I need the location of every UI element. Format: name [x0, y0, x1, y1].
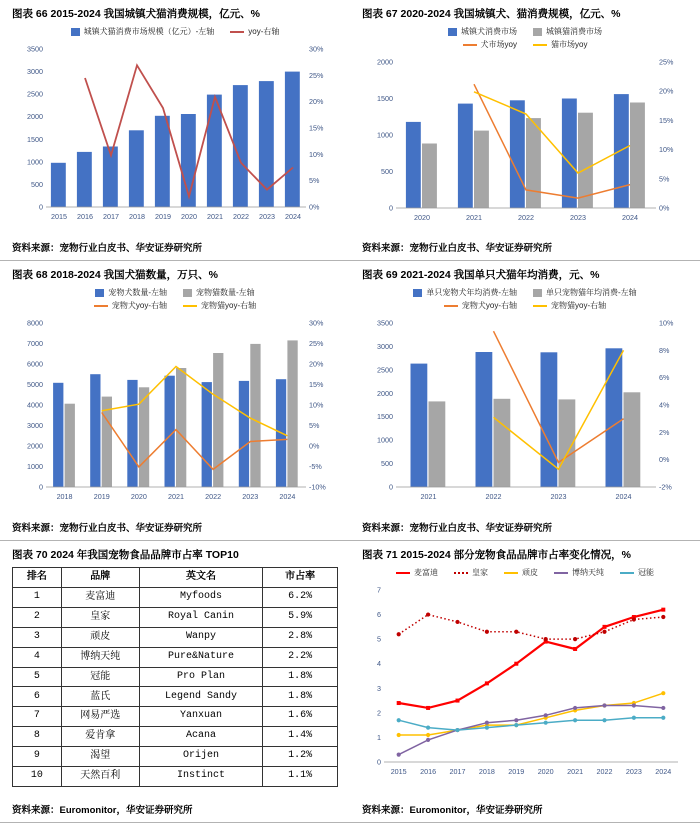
table-cell: Myfoods — [139, 588, 263, 608]
svg-text:2016: 2016 — [77, 212, 93, 222]
svg-text:0%: 0% — [659, 203, 670, 213]
svg-text:1: 1 — [377, 733, 381, 743]
legend-swatch-icon — [94, 305, 108, 307]
fig68-source: 资料来源：宠物行业白皮书、华安证券研究所 — [12, 523, 203, 534]
svg-text:25%: 25% — [309, 339, 324, 349]
svg-text:20%: 20% — [309, 359, 324, 369]
legend-item: 宠物犬yoy-右轴 — [444, 300, 517, 311]
svg-text:10%: 10% — [309, 400, 324, 410]
svg-text:2018: 2018 — [478, 767, 495, 777]
fig71-title: 图表 71 2015-2024 部分宠物食品品牌市占率变化情况，% — [362, 549, 631, 561]
legend-swatch-icon — [95, 289, 104, 297]
legend-swatch-icon — [413, 289, 422, 297]
svg-text:2021: 2021 — [567, 767, 584, 777]
svg-text:5%: 5% — [659, 174, 670, 184]
svg-text:1000: 1000 — [377, 435, 393, 445]
table-cell: 冠能 — [61, 667, 139, 687]
legend-swatch-icon — [533, 44, 547, 46]
svg-text:6000: 6000 — [27, 359, 43, 369]
svg-text:2000: 2000 — [377, 57, 393, 67]
table-cell: Orijen — [139, 747, 263, 767]
legend-swatch-icon — [554, 572, 568, 574]
legend-swatch-icon — [504, 572, 518, 574]
table-cell: 6 — [13, 687, 62, 707]
svg-text:2022: 2022 — [518, 213, 534, 223]
table-cell: 7 — [13, 707, 62, 727]
svg-text:25%: 25% — [309, 70, 324, 80]
table-cell: 6.2% — [263, 588, 338, 608]
svg-text:2023: 2023 — [550, 492, 567, 502]
legend-item: 宠物猫yoy-右轴 — [183, 300, 256, 311]
svg-text:10%: 10% — [659, 318, 674, 328]
svg-text:5: 5 — [377, 634, 381, 644]
svg-text:7: 7 — [377, 585, 381, 595]
table-cell: Legend Sandy — [139, 687, 263, 707]
svg-text:0: 0 — [39, 482, 43, 492]
panel-fig70 — [0, 541, 350, 823]
svg-text:2022: 2022 — [205, 492, 222, 502]
table-cell: 1.4% — [263, 727, 338, 747]
legend-item: 犬市场yoy — [463, 39, 517, 50]
svg-text:2500: 2500 — [377, 365, 393, 375]
svg-text:2: 2 — [377, 708, 381, 718]
table-header: 品牌 — [61, 568, 139, 588]
table-cell: Pure&Nature — [139, 647, 263, 667]
svg-text:15%: 15% — [309, 123, 324, 133]
table-header: 英文名 — [139, 568, 263, 588]
svg-text:2021: 2021 — [207, 212, 223, 222]
fig66-title: 图表 66 2015-2024 我国城镇犬猫消费规模，亿元、% — [12, 8, 260, 20]
legend-item: 皇家 — [454, 567, 488, 578]
table-cell: 顽皮 — [61, 627, 139, 647]
fig71-legend — [362, 567, 688, 578]
legend-swatch-icon — [71, 28, 80, 36]
fig71-brand-share-trend-chart — [362, 582, 688, 778]
legend-item: 宠物犬数量-左轴 — [95, 287, 167, 298]
legend-item: 宠物犬yoy-右轴 — [94, 300, 167, 311]
table-header: 市占率 — [263, 568, 338, 588]
table-cell: 3 — [13, 627, 62, 647]
fig69-title: 图表 69 2021-2024 我国单只犬猫年均消费，元、% — [362, 269, 600, 281]
legend-item: 冠能 — [620, 567, 654, 578]
svg-text:2018: 2018 — [56, 492, 73, 502]
svg-text:2019: 2019 — [155, 212, 171, 222]
legend-swatch-icon — [444, 305, 458, 307]
svg-text:500: 500 — [381, 459, 393, 469]
svg-text:2019: 2019 — [508, 767, 525, 777]
fig69-source: 资料来源：宠物行业白皮书、华安证券研究所 — [362, 523, 553, 534]
svg-text:2023: 2023 — [259, 212, 275, 222]
svg-text:2015: 2015 — [390, 767, 407, 777]
panel-fig69 — [350, 261, 700, 541]
svg-text:8%: 8% — [659, 345, 670, 355]
legend-swatch-icon — [183, 289, 192, 297]
svg-text:1500: 1500 — [377, 94, 393, 104]
table-row — [13, 667, 338, 687]
fig66-source: 资料来源：宠物行业白皮书、华安证券研究所 — [12, 243, 203, 254]
svg-text:2021: 2021 — [168, 492, 184, 502]
svg-text:2023: 2023 — [570, 213, 586, 223]
fig69-per-pet-spend-chart — [362, 315, 688, 503]
svg-text:2020: 2020 — [414, 213, 430, 223]
svg-text:7000: 7000 — [27, 339, 43, 349]
svg-text:2015: 2015 — [51, 212, 67, 222]
table-row — [13, 727, 338, 747]
fig66-legend — [12, 26, 338, 37]
svg-text:10%: 10% — [309, 149, 324, 159]
svg-text:2017: 2017 — [449, 767, 466, 777]
svg-text:2018: 2018 — [129, 212, 145, 222]
panel-fig68 — [0, 261, 350, 541]
legend-swatch-icon — [533, 289, 542, 297]
table-cell: 爱肯拿 — [61, 727, 139, 747]
svg-text:2000: 2000 — [27, 441, 43, 451]
table-cell: 10 — [13, 766, 62, 786]
svg-text:2016: 2016 — [420, 767, 437, 777]
svg-text:6: 6 — [377, 610, 381, 620]
svg-text:0: 0 — [389, 203, 393, 213]
table-header: 排名 — [13, 568, 62, 588]
svg-text:2022: 2022 — [596, 767, 613, 777]
svg-text:-10%: -10% — [309, 482, 326, 492]
table-cell: 网易严选 — [61, 707, 139, 727]
fig67-legend — [362, 26, 688, 50]
legend-item: yoy-右轴 — [230, 26, 279, 37]
svg-text:1000: 1000 — [27, 157, 43, 167]
svg-text:-2%: -2% — [659, 482, 672, 492]
table-cell: Instinct — [139, 766, 263, 786]
legend-swatch-icon — [230, 31, 244, 33]
table-row — [13, 766, 338, 786]
table-cell: 1.8% — [263, 667, 338, 687]
table-cell: 4 — [13, 647, 62, 667]
table-cell: Yanxuan — [139, 707, 263, 727]
svg-text:4%: 4% — [659, 400, 670, 410]
svg-text:3500: 3500 — [377, 318, 393, 328]
svg-text:2000: 2000 — [377, 388, 393, 398]
legend-item: 猫市场yoy — [533, 39, 587, 50]
svg-text:500: 500 — [381, 167, 393, 177]
svg-text:25%: 25% — [659, 57, 674, 67]
table-cell: Pro Plan — [139, 667, 263, 687]
svg-text:4: 4 — [377, 659, 381, 669]
table-cell: 1.6% — [263, 707, 338, 727]
panel-fig67 — [350, 0, 700, 261]
svg-text:3000: 3000 — [27, 421, 43, 431]
legend-item: 宠物猫数量-左轴 — [183, 287, 255, 298]
svg-text:2020: 2020 — [537, 767, 554, 777]
svg-text:30%: 30% — [309, 44, 324, 54]
table-row — [13, 747, 338, 767]
table-cell: 博纳天纯 — [61, 647, 139, 667]
svg-text:5%: 5% — [309, 421, 320, 431]
legend-swatch-icon — [533, 305, 547, 307]
fig70-source: 资料来源：Euromonitor，华安证券研究所 — [12, 805, 193, 816]
legend-item: 单只宠物猫年均消费-左轴 — [533, 287, 637, 298]
table-cell: 8 — [13, 727, 62, 747]
table-row — [13, 627, 338, 647]
fig68-pet-population-chart — [12, 315, 338, 503]
table-row — [13, 687, 338, 707]
fig67-title: 图表 67 2020-2024 我国城镇犬、猫消费规模，亿元、% — [362, 8, 621, 20]
table-row — [13, 588, 338, 608]
svg-text:2022: 2022 — [485, 492, 502, 502]
svg-text:2023: 2023 — [242, 492, 259, 502]
brand-share-table — [12, 567, 338, 787]
svg-text:5%: 5% — [309, 176, 320, 186]
svg-text:2024: 2024 — [279, 492, 296, 502]
table-cell: 蓝氏 — [61, 687, 139, 707]
svg-text:2019: 2019 — [93, 492, 110, 502]
legend-item: 宠物猫yoy-右轴 — [533, 300, 606, 311]
svg-text:2020: 2020 — [130, 492, 147, 502]
svg-text:0: 0 — [39, 202, 43, 212]
svg-text:0: 0 — [389, 482, 393, 492]
svg-text:4000: 4000 — [27, 400, 43, 410]
svg-text:2022: 2022 — [233, 212, 249, 222]
table-cell: Royal Canin — [139, 607, 263, 627]
legend-item: 博纳天纯 — [554, 567, 604, 578]
table-cell: 1.8% — [263, 687, 338, 707]
svg-text:3: 3 — [377, 683, 381, 693]
svg-text:2017: 2017 — [103, 212, 119, 222]
table-cell: 2 — [13, 607, 62, 627]
svg-text:15%: 15% — [659, 116, 674, 126]
svg-text:20%: 20% — [659, 86, 674, 96]
svg-text:2024: 2024 — [285, 212, 301, 222]
table-cell: 麦富迪 — [61, 588, 139, 608]
svg-text:500: 500 — [31, 180, 43, 190]
svg-text:0%: 0% — [309, 202, 320, 212]
legend-swatch-icon — [448, 28, 457, 36]
svg-text:1000: 1000 — [377, 130, 393, 140]
fig71-source: 资料来源：Euromonitor，华安证券研究所 — [362, 805, 543, 816]
svg-text:2024: 2024 — [655, 767, 672, 777]
fig68-legend — [12, 287, 338, 311]
svg-text:8000: 8000 — [27, 318, 43, 328]
fig70-title: 图表 70 2024 年我国宠物食品品牌市占率 TOP10 — [12, 549, 239, 561]
table-cell: 1.1% — [263, 766, 338, 786]
legend-item: 麦富迪 — [396, 567, 438, 578]
table-row — [13, 607, 338, 627]
table-cell: 1.2% — [263, 747, 338, 767]
svg-text:3500: 3500 — [27, 44, 43, 54]
table-cell: 5.9% — [263, 607, 338, 627]
svg-text:1500: 1500 — [27, 134, 43, 144]
svg-text:30%: 30% — [309, 318, 324, 328]
legend-swatch-icon — [454, 572, 468, 574]
svg-text:1500: 1500 — [377, 412, 393, 422]
legend-swatch-icon — [533, 28, 542, 36]
svg-text:10%: 10% — [659, 145, 674, 155]
fig67-source: 资料来源：宠物行业白皮书、华安证券研究所 — [362, 243, 553, 254]
svg-text:1000: 1000 — [27, 462, 43, 472]
legend-item: 城镇猫消费市场 — [533, 26, 602, 37]
fig67-dog-cat-consumption-chart — [362, 54, 688, 224]
svg-text:5000: 5000 — [27, 380, 43, 390]
fig69-legend — [362, 287, 688, 311]
svg-text:2024: 2024 — [622, 213, 638, 223]
svg-text:2024: 2024 — [615, 492, 632, 502]
svg-text:2021: 2021 — [420, 492, 437, 502]
svg-text:0%: 0% — [659, 455, 670, 465]
table-cell: 皇家 — [61, 607, 139, 627]
legend-swatch-icon — [620, 572, 634, 574]
table-row — [13, 647, 338, 667]
panel-fig66 — [0, 0, 350, 261]
panel-fig71 — [350, 541, 700, 823]
legend-item: 城镇犬消费市场 — [448, 26, 517, 37]
table-header-row — [13, 568, 338, 588]
svg-text:0%: 0% — [309, 441, 320, 451]
svg-text:2023: 2023 — [625, 767, 642, 777]
legend-swatch-icon — [463, 44, 477, 46]
table-cell: 天然百利 — [61, 766, 139, 786]
table-cell: 2.2% — [263, 647, 338, 667]
fig66-urban-pet-consumption-chart — [12, 41, 338, 223]
svg-text:0: 0 — [377, 757, 381, 767]
svg-text:3000: 3000 — [377, 342, 393, 352]
table-row — [13, 707, 338, 727]
svg-text:-5%: -5% — [309, 462, 322, 472]
legend-item: 单只宠物犬年均消费-左轴 — [413, 287, 517, 298]
legend-item: 城镇犬猫消费市场规模（亿元）-左轴 — [71, 26, 215, 37]
legend-swatch-icon — [396, 572, 410, 574]
legend-swatch-icon — [183, 305, 197, 307]
svg-text:3000: 3000 — [27, 67, 43, 77]
svg-text:2020: 2020 — [181, 212, 197, 222]
table-cell: Acana — [139, 727, 263, 747]
table-cell: 2.8% — [263, 627, 338, 647]
svg-text:2000: 2000 — [27, 112, 43, 122]
table-cell: 5 — [13, 667, 62, 687]
legend-item: 顽皮 — [504, 567, 538, 578]
fig68-title: 图表 68 2018-2024 我国犬猫数量，万只、% — [12, 269, 218, 281]
table-cell: 渴望 — [61, 747, 139, 767]
svg-text:15%: 15% — [309, 380, 324, 390]
svg-text:20%: 20% — [309, 97, 324, 107]
svg-text:6%: 6% — [659, 373, 670, 383]
svg-text:2500: 2500 — [27, 89, 43, 99]
svg-text:2021: 2021 — [466, 213, 482, 223]
table-cell: 1 — [13, 588, 62, 608]
table-cell: 9 — [13, 747, 62, 767]
table-cell: Wanpy — [139, 627, 263, 647]
svg-text:2%: 2% — [659, 427, 670, 437]
